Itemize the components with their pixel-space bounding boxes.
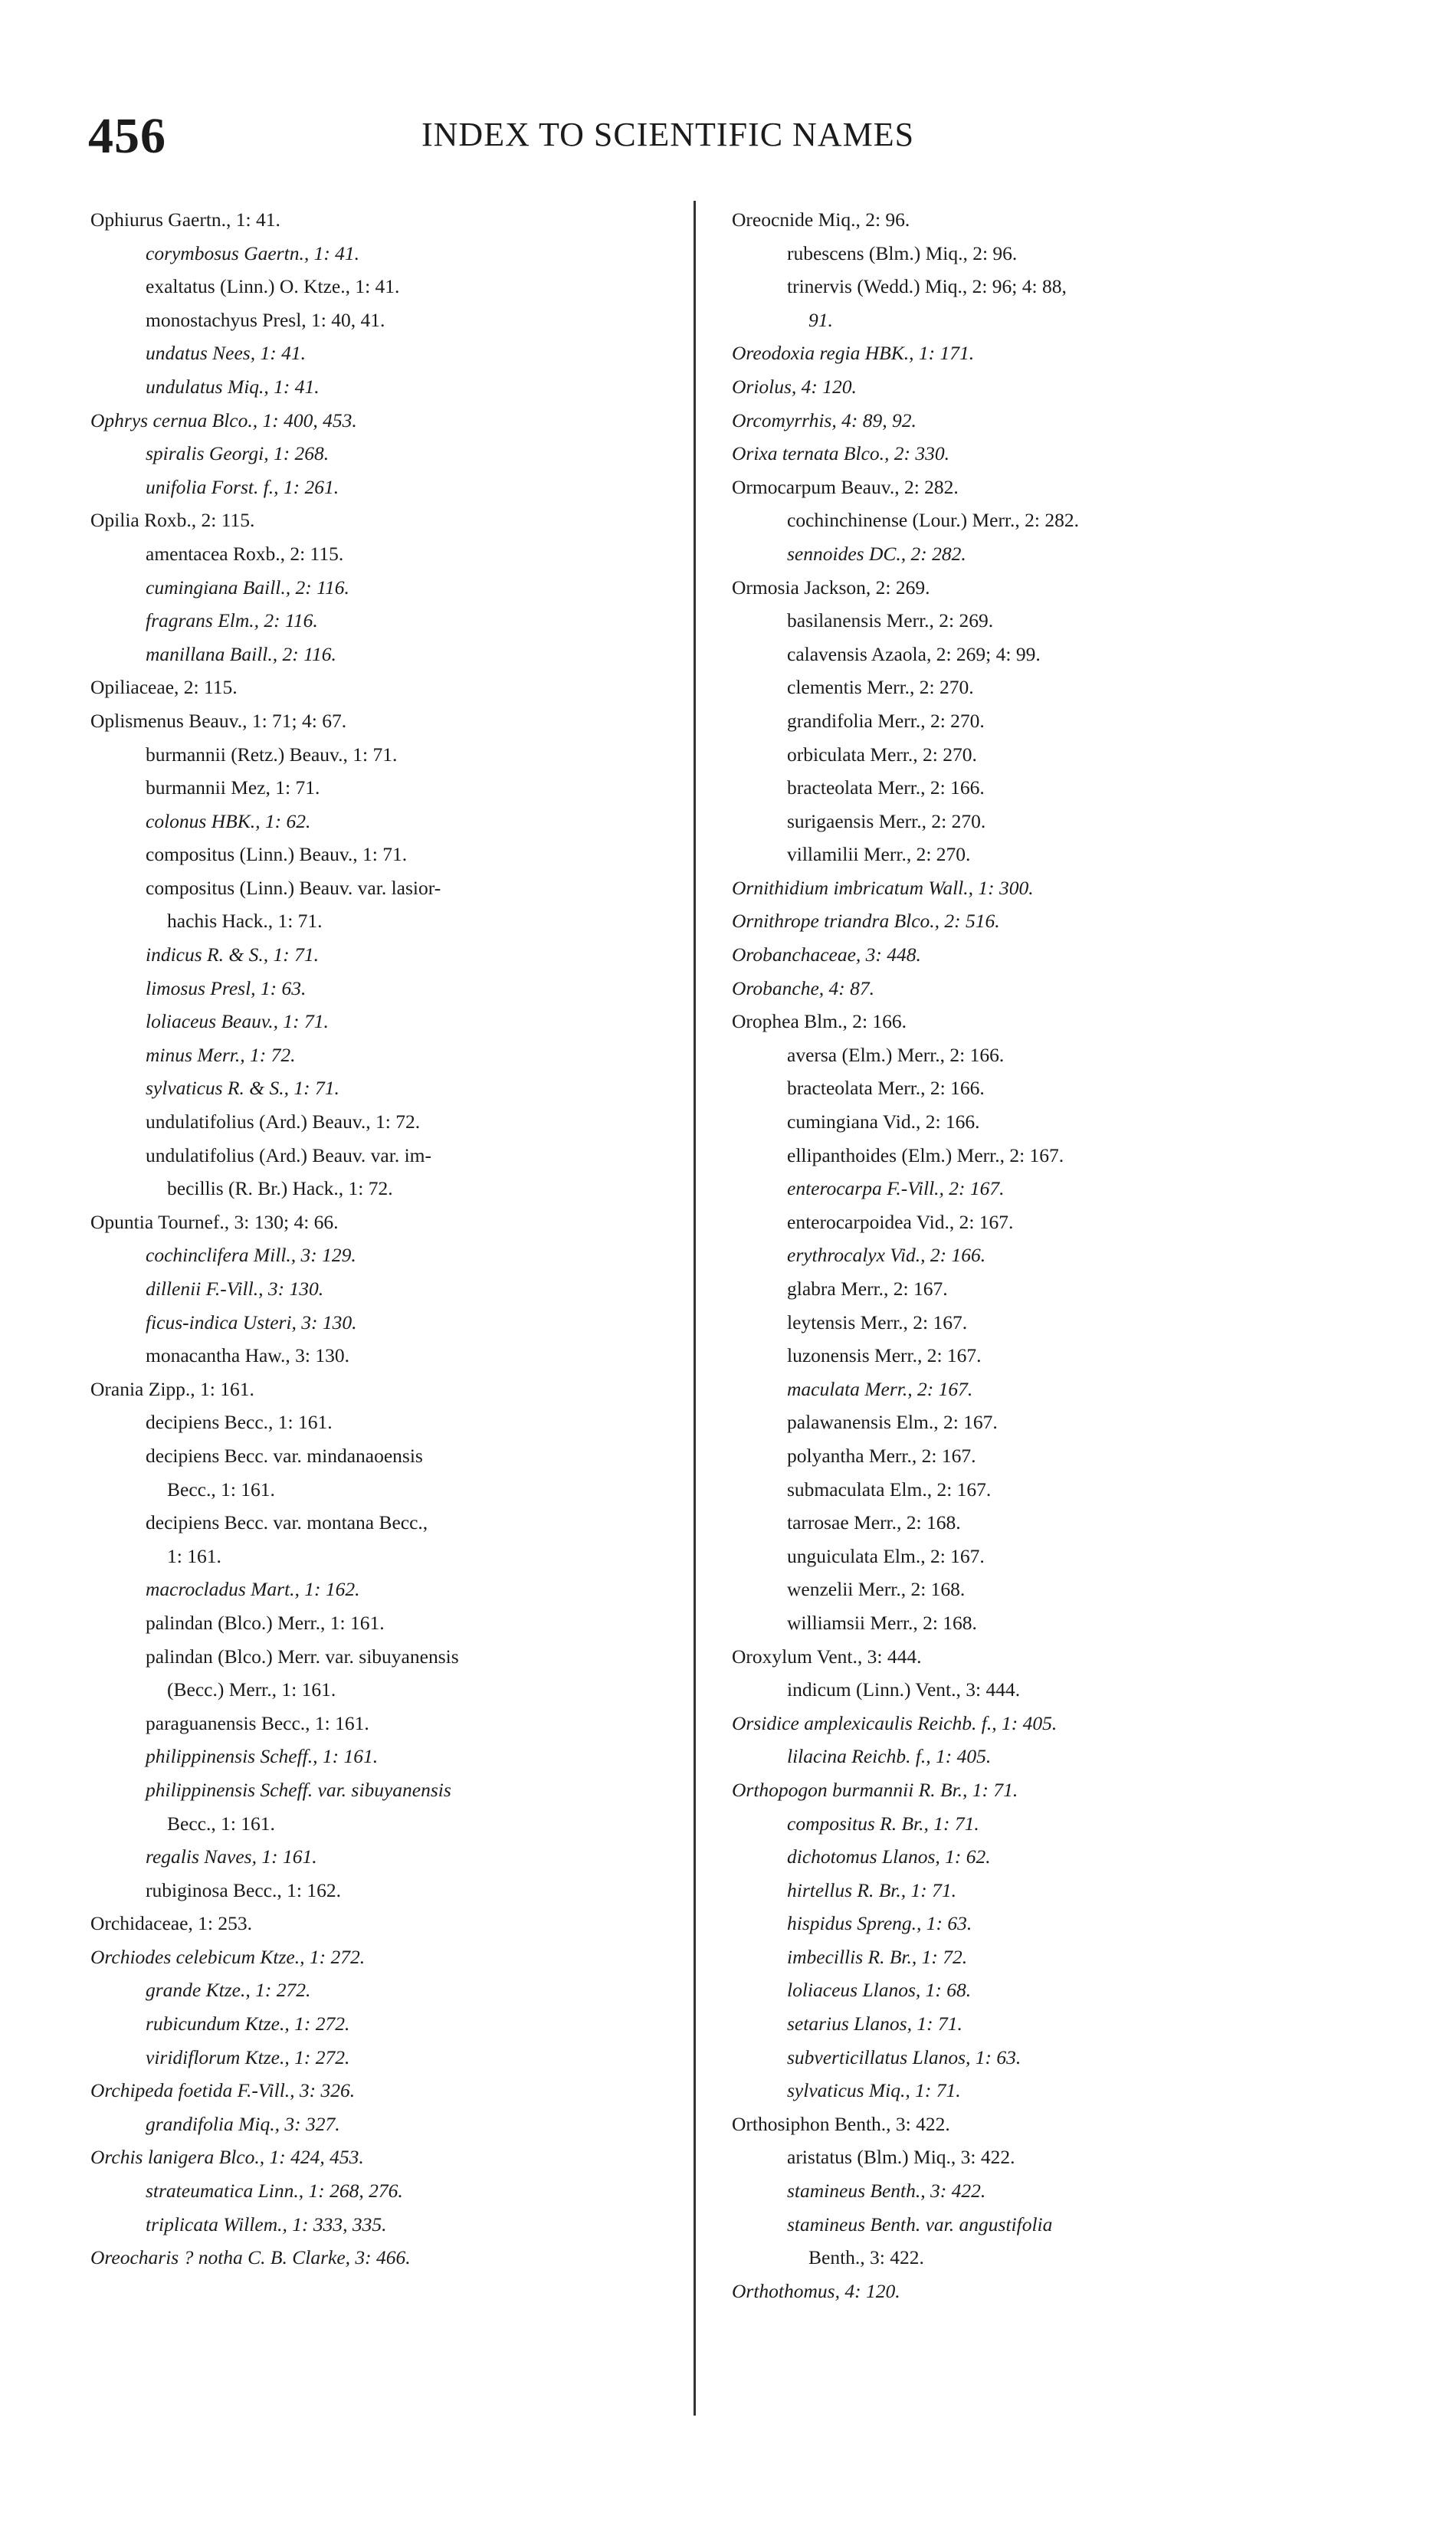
index-subentry: aversa (Elm.) Merr., 2: 166. [787, 1043, 1005, 1066]
column-divider [694, 201, 696, 2416]
index-continuation: becillis (R. Br.) Hack., 1: 72. [167, 1177, 393, 1200]
index-continuation: Becc., 1: 161. [167, 1478, 275, 1501]
index-subentry: undulatus Miq., 1: 41. [146, 375, 320, 398]
index-subentry: sylvaticus Miq., 1: 71. [787, 2079, 961, 2102]
index-subentry: monacantha Haw., 3: 130. [146, 1344, 350, 1367]
index-subentry: polyantha Merr., 2: 167. [787, 1444, 976, 1467]
index-subentry: setarius Llanos, 1: 71. [787, 2012, 962, 2035]
index-subentry: surigaensis Merr., 2: 270. [787, 809, 986, 832]
index-subentry: paraguanensis Becc., 1: 161. [146, 1711, 369, 1734]
index-entry: Opiliaceae, 2: 115. [90, 676, 238, 699]
left-column [90, 203, 667, 2275]
index-subentry: unguiculata Elm., 2: 167. [787, 1544, 985, 1567]
page-header [84, 107, 1387, 169]
index-entry: Oplismenus Beauv., 1: 71; 4: 67. [90, 709, 347, 732]
index-entry: Oreocharis ? notha C. B. Clarke, 3: 466. [90, 2246, 411, 2269]
index-subentry: grande Ktze., 1: 272. [146, 1979, 311, 2002]
page-number: 456 [88, 108, 166, 164]
index-subentry: burmannii Mez, 1: 71. [146, 776, 320, 799]
index-subentry: compositus R. Br., 1: 71. [787, 1812, 979, 1835]
index-subentry: philippinensis Scheff. var. sibuyanensis [146, 1778, 451, 1801]
index-subentry: limosus Presl, 1: 63. [146, 976, 307, 999]
index-subentry: regalis Naves, 1: 161. [146, 1845, 317, 1868]
index-subentry: orbiculata Merr., 2: 270. [787, 743, 977, 766]
index-subentry: imbecillis R. Br., 1: 72. [787, 1945, 968, 1968]
index-subentry: enterocarpoidea Vid., 2: 167. [787, 1210, 1014, 1233]
index-subentry: loliaceus Llanos, 1: 68. [787, 1979, 972, 2002]
index-subentry: undulatifolius (Ard.) Beauv., 1: 72. [146, 1110, 421, 1133]
index-subentry: minus Merr., 1: 72. [146, 1043, 296, 1066]
index-subentry: leytensis Merr., 2: 167. [787, 1310, 968, 1333]
index-subentry: williamsii Merr., 2: 168. [787, 1611, 977, 1634]
index-subentry: colonus HBK., 1: 62. [146, 809, 311, 832]
index-subentry: calavensis Azaola, 2: 269; 4: 99. [787, 642, 1041, 665]
index-subentry: enterocarpa F.-Vill., 2: 167. [787, 1177, 1005, 1200]
index-subentry: hispidus Spreng., 1: 63. [787, 1912, 972, 1935]
index-subentry: compositus (Linn.) Beauv. var. lasior- [146, 876, 441, 899]
index-entry: Orchiodes celebicum Ktze., 1: 272. [90, 1945, 366, 1968]
index-subentry: compositus (Linn.) Beauv., 1: 71. [146, 843, 408, 866]
index-subentry: sylvaticus R. & S., 1: 71. [146, 1077, 339, 1100]
index-entry: Ornithidium imbricatum Wall., 1: 300. [732, 876, 1034, 899]
index-subentry: rubescens (Blm.) Miq., 2: 96. [787, 241, 1018, 264]
index-subentry: subverticillatus Llanos, 1: 63. [787, 2045, 1021, 2068]
index-entry: Orobanche, 4: 87. [732, 976, 875, 999]
index-entry: Opuntia Tournef., 3: 130; 4: 66. [90, 1210, 339, 1233]
index-subentry: indicus R. & S., 1: 71. [146, 943, 319, 966]
index-subentry: cumingiana Vid., 2: 166. [787, 1110, 980, 1133]
index-subentry: rubicundum Ktze., 1: 272. [146, 2012, 350, 2035]
index-continuation: 1: 161. [167, 1544, 221, 1567]
index-subentry: cumingiana Baill., 2: 116. [146, 576, 349, 599]
index-subentry: aristatus (Blm.) Miq., 3: 422. [787, 2146, 1015, 2169]
index-subentry: loliaceus Beauv., 1: 71. [146, 1010, 329, 1033]
index-subentry: bracteolata Merr., 2: 166. [787, 1077, 985, 1100]
index-entry: Oreocnide Miq., 2: 96. [732, 208, 910, 231]
index-subentry: glabra Merr., 2: 167. [787, 1278, 948, 1300]
index-entry: Ornithrope triandra Blco., 2: 516. [732, 910, 1000, 933]
index-subentry: stamineus Benth. var. angustifolia [787, 2212, 1053, 2235]
index-entry: Orthopogon burmannii R. Br., 1: 71. [732, 1778, 1018, 1801]
index-entry: Ophiurus Gaertn., 1: 41. [90, 208, 280, 231]
index-subentry: philippinensis Scheff., 1: 161. [146, 1745, 379, 1768]
index-entry: Orixa ternata Blco., 2: 330. [732, 442, 949, 465]
index-continuation: Benth., 3: 422. [808, 2246, 924, 2269]
index-entry: Orophea Blm., 2: 166. [732, 1010, 907, 1033]
index-subentry: sennoides DC., 2: 282. [787, 542, 966, 565]
index-subentry: grandifolia Miq., 3: 327. [146, 2112, 340, 2135]
index-continuation: (Becc.) Merr., 1: 161. [167, 1678, 336, 1701]
index-entry: Orsidice amplexicaulis Reichb. f., 1: 405. [732, 1711, 1058, 1734]
index-subentry: corymbosus Gaertn., 1: 41. [146, 241, 360, 264]
index-subentry: ficus-indica Usteri, 3: 130. [146, 1310, 357, 1333]
index-entry: Orobanchaceae, 3: 448. [732, 943, 921, 966]
right-column [732, 203, 1322, 2308]
index-entry: Ormocarpum Beauv., 2: 282. [732, 475, 959, 498]
index-subentry: spiralis Georgi, 1: 268. [146, 442, 330, 465]
index-subentry: decipiens Becc. var. montana Becc., [146, 1511, 428, 1534]
index-subentry: fragrans Elm., 2: 116. [146, 609, 318, 632]
running-title: INDEX TO SCIENTIFIC NAMES [421, 116, 915, 153]
index-subentry: exaltatus (Linn.) O. Ktze., 1: 41. [146, 275, 400, 298]
index-subentry: palawanensis Elm., 2: 167. [787, 1411, 998, 1434]
index-entry: Orchis lanigera Blco., 1: 424, 453. [90, 2146, 364, 2169]
index-subentry: rubiginosa Becc., 1: 162. [146, 1878, 341, 1901]
index-subentry: submaculata Elm., 2: 167. [787, 1478, 992, 1501]
index-subentry: tarrosae Merr., 2: 168. [787, 1511, 961, 1534]
index-entry: Orchidaceae, 1: 253. [90, 1912, 252, 1935]
index-subentry: grandifolia Merr., 2: 270. [787, 709, 985, 732]
index-subentry: viridiflorum Ktze., 1: 272. [146, 2045, 350, 2068]
index-entry: Orthosiphon Benth., 3: 422. [732, 2112, 950, 2135]
index-entry: Oriolus, 4: 120. [732, 375, 857, 398]
index-subentry: ellipanthoides (Elm.) Merr., 2: 167. [787, 1143, 1064, 1166]
index-subentry: triplicata Willem., 1: 333, 335. [146, 2212, 387, 2235]
index-subentry: unifolia Forst. f., 1: 261. [146, 475, 339, 498]
index-entry: Opilia Roxb., 2: 115. [90, 509, 255, 532]
index-entry: Orchipeda foetida F.-Vill., 3: 326. [90, 2079, 356, 2102]
index-subentry: trinervis (Wedd.) Miq., 2: 96; 4: 88, [787, 275, 1067, 298]
index-subentry: palindan (Blco.) Merr. var. sibuyanensis [146, 1645, 459, 1668]
index-subentry: bracteolata Merr., 2: 166. [787, 776, 985, 799]
index-continuation: hachis Hack., 1: 71. [167, 910, 323, 933]
index-subentry: lilacina Reichb. f., 1: 405. [787, 1745, 992, 1768]
index-continuation: 91. [808, 308, 833, 331]
index-subentry: hirtellus R. Br., 1: 71. [787, 1878, 956, 1901]
index-continuation: Becc., 1: 161. [167, 1812, 275, 1835]
index-entry: Orthothomus, 4: 120. [732, 2279, 900, 2302]
index-subentry: villamilii Merr., 2: 270. [787, 843, 971, 866]
index-subentry: cochinclifera Mill., 3: 129. [146, 1244, 356, 1267]
index-entry: Orcomyrrhis, 4: 89, 92. [732, 408, 917, 431]
index-subentry: palindan (Blco.) Merr., 1: 161. [146, 1611, 385, 1634]
index-subentry: clementis Merr., 2: 270. [787, 676, 974, 699]
index-subentry: monostachyus Presl, 1: 40, 41. [146, 308, 385, 331]
index-entry: Ormosia Jackson, 2: 269. [732, 576, 930, 599]
index-subentry: decipiens Becc. var. mindanaoensis [146, 1444, 423, 1467]
index-subentry: undatus Nees, 1: 41. [146, 342, 306, 365]
index-subentry: basilanensis Merr., 2: 269. [787, 609, 994, 632]
index-subentry: dichotomus Llanos, 1: 62. [787, 1845, 991, 1868]
index-entry: Oreodoxia regia HBK., 1: 171. [732, 342, 975, 365]
index-subentry: macrocladus Mart., 1: 162. [146, 1578, 360, 1601]
index-subentry: amentacea Roxb., 2: 115. [146, 542, 344, 565]
index-subentry: erythrocalyx Vid., 2: 166. [787, 1244, 986, 1267]
index-subentry: luzonensis Merr., 2: 167. [787, 1344, 982, 1367]
index-subentry: decipiens Becc., 1: 161. [146, 1411, 333, 1434]
index-subentry: wenzelii Merr., 2: 168. [787, 1578, 966, 1601]
index-subentry: indicum (Linn.) Vent., 3: 444. [787, 1678, 1021, 1701]
index-entry: Ophrys cernua Blco., 1: 400, 453. [90, 408, 357, 431]
index-subentry: manillana Baill., 2: 116. [146, 642, 336, 665]
index-subentry: cochinchinense (Lour.) Merr., 2: 282. [787, 509, 1079, 532]
index-entry: Orania Zipp., 1: 161. [90, 1377, 254, 1400]
index-subentry: burmannii (Retz.) Beauv., 1: 71. [146, 743, 398, 766]
index-subentry: undulatifolius (Ard.) Beauv. var. im- [146, 1143, 431, 1166]
index-entry: Oroxylum Vent., 3: 444. [732, 1645, 922, 1668]
index-subentry: strateumatica Linn., 1: 268, 276. [146, 2180, 403, 2203]
index-subentry: dillenii F.-Vill., 3: 130. [146, 1278, 324, 1300]
index-subentry: stamineus Benth., 3: 422. [787, 2180, 986, 2203]
index-subentry: maculata Merr., 2: 167. [787, 1377, 973, 1400]
